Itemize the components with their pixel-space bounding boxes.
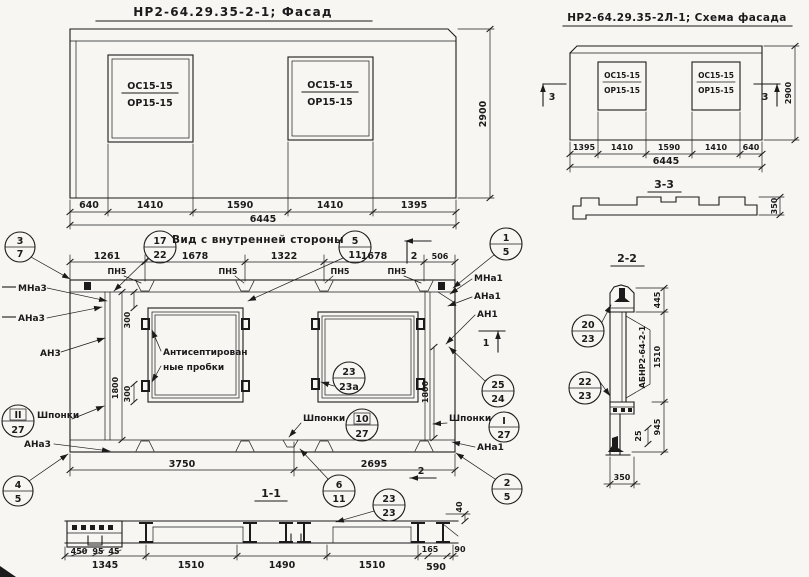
dim-165: 165: [421, 545, 439, 554]
callout-20-23: [572, 305, 611, 347]
shponki-middle: [289, 409, 378, 441]
facade-window-1: [108, 55, 193, 142]
callout-6-11-top: 6: [335, 480, 343, 491]
pn5-label-1: ПН5: [107, 267, 127, 276]
schema-dim-640: 640: [742, 143, 760, 152]
shponki-right: [433, 412, 519, 442]
callout-5-11-bottom: 11: [348, 250, 362, 261]
schema-title: НР2-64.29.35-2Л-1; Схема фасада: [567, 12, 787, 24]
inner-dim-1322: 1322: [270, 251, 298, 262]
label-ana1-bottom: АНа1: [477, 443, 504, 453]
callout-I-27-bottom: 27: [497, 430, 511, 441]
schema-dim-1395: 1395: [572, 143, 596, 152]
key-slot: [283, 440, 298, 447]
section-1-1-slabs: [153, 527, 411, 543]
inner-view: [2, 228, 522, 522]
dim-1510a: 1510: [177, 560, 205, 571]
label-mna1: МНа1: [474, 274, 503, 284]
callout-10-27-top: 10: [355, 414, 369, 425]
inner-dim-300-bottom: 300: [123, 385, 132, 403]
schema-window2-mark-top: ОС15-15: [698, 71, 734, 80]
callout-20-23-bottom: 23: [581, 334, 595, 345]
pn5-label-2: ПН5: [218, 267, 238, 276]
callout-10-27-bottom: 27: [355, 429, 369, 440]
schema-dim-1410a: 1410: [610, 143, 634, 152]
inner-marker-2-bottom-label: 2: [417, 466, 425, 477]
schema-view: [543, 12, 799, 219]
shponki-left: [2, 405, 104, 437]
callout-5-11-top: 5: [351, 236, 359, 247]
inner-section-marker-1: [479, 331, 505, 352]
inner-pn5-labels: [108, 267, 421, 283]
antiseptic-note-line2: ные пробки: [163, 363, 225, 373]
inner-view-title: Вид с внутренней стороны: [171, 234, 345, 246]
callout-3-7-top: 3: [16, 236, 24, 247]
callout-17-22-top: 17: [153, 236, 167, 247]
callout-22-23-top: 22: [578, 377, 592, 388]
section-2-2-title: 2-2: [617, 252, 637, 265]
schema-section-marker-right: [754, 84, 780, 106]
dim-90: 90: [454, 545, 466, 554]
facade-dim-640: 640: [79, 200, 99, 211]
callout-22-23: [569, 372, 610, 404]
schema-dim-1590: 1590: [657, 143, 681, 152]
inner-dim-1800-right: 1800: [421, 380, 430, 404]
label-ana1: АНа1: [474, 292, 501, 302]
callout-23-23a-top: 23: [342, 367, 356, 378]
callout-4-5-bottom: 5: [14, 494, 22, 505]
callout-I-27-top: I: [502, 416, 506, 427]
inner-window-2: [312, 312, 424, 402]
facade-dim-total: 6445: [249, 214, 277, 225]
facade-dim-1590: 1590: [226, 200, 254, 211]
callout-25-24-bottom: 24: [491, 394, 505, 405]
dim-945: 945: [653, 418, 662, 436]
inner-dim-506: 506: [431, 252, 449, 261]
inner-dim-300-top: 300: [123, 311, 132, 329]
callout-23-23-top: 23: [382, 494, 396, 505]
facade-view: [67, 5, 494, 229]
shponki-middle-label: Шпонки: [303, 414, 346, 424]
schema-section-marker-left: [543, 84, 566, 106]
section-2-2-profile: [606, 285, 650, 455]
callout-2-5-top: 2: [503, 478, 511, 489]
inner-dim-3750: 3750: [168, 459, 196, 470]
inner-marker-1-label: 1: [482, 338, 490, 349]
facade-window-2: [288, 57, 373, 140]
dim-95-struck: 95: [92, 547, 104, 556]
section-1-1-dimensions: [62, 501, 470, 573]
schema-dim-total: 6445: [652, 156, 680, 167]
callout-1-5-bottom: 5: [502, 247, 510, 258]
facade-window2-mark-top: ОС15-15: [307, 80, 353, 91]
callout-3-7-bottom: 7: [16, 249, 24, 260]
section-2-2-dimensions: [604, 285, 668, 488]
callout-1-5-top: 1: [502, 233, 510, 244]
facade-window1-mark-top: ОС15-15: [127, 81, 173, 92]
schema-window1-mark-bottom: ОР15-15: [604, 86, 640, 95]
callout-25-24: [449, 347, 514, 407]
callout-6-11-bottom: 11: [332, 494, 346, 505]
section-3-3-thickness: 350: [770, 197, 779, 215]
section-3-3-profile: [573, 197, 757, 219]
callout-23-23a-bottom: 23а: [339, 382, 359, 393]
label-mna3: МНа3: [18, 284, 47, 294]
callout-3-7: [5, 232, 70, 279]
dim-45-struck: 45: [108, 547, 120, 556]
schema-marker-right-label: 3: [761, 92, 769, 103]
shponki-left-label: Шпонки: [37, 411, 80, 421]
label-an1: АН1: [477, 310, 498, 320]
facade-window2-mark-bottom: ОР15-15: [307, 97, 353, 108]
section-3-3: [573, 178, 784, 219]
callout-6-11: [300, 449, 355, 507]
callout-17-22-bottom: 22: [153, 250, 167, 261]
antiseptic-note: [152, 330, 248, 382]
pn5-label-3: ПН5: [330, 267, 350, 276]
schema-window1-mark-top: ОС15-15: [604, 71, 640, 80]
inner-right-labels: [433, 274, 522, 504]
section-1-1-title: 1-1: [261, 487, 281, 500]
schema-window-1: [598, 62, 646, 110]
callout-4-5: [3, 454, 68, 506]
inner-panel-body: [70, 280, 455, 452]
dim-1510-v: 1510: [653, 345, 662, 369]
dim-25: 25: [634, 430, 643, 442]
callout-II-27-top: II: [14, 410, 22, 421]
facade-window1-mark-bottom: ОР15-15: [127, 98, 173, 109]
lifting-loop-left: [84, 282, 91, 290]
inner-dim-1678b: 1678: [360, 251, 388, 262]
page-fold-mark: [0, 566, 16, 577]
dim-1490: 1490: [268, 560, 296, 571]
antiseptic-note-line1: Антисептирован: [163, 348, 248, 358]
section-1-1-beams: [140, 523, 449, 543]
stamp-mark: АБНР2-64-2-1: [638, 325, 647, 389]
dim-590: 590: [426, 562, 446, 573]
schema-dim-height: 2900: [784, 81, 793, 105]
facade-dim-1410a: 1410: [136, 200, 164, 211]
label-ana3-bottom: АНа3: [24, 440, 51, 450]
label-ana3: АНа3: [18, 314, 45, 324]
facade-title: НР2-64.29.35-2-1; Фасад: [133, 5, 333, 19]
callout-20-23-top: 20: [581, 320, 595, 331]
section-3-3-title: 3-3: [654, 178, 674, 191]
dim-1345: 1345: [91, 560, 119, 571]
facade-panel-outline: [70, 29, 456, 198]
shponki-right-label: Шпонки: [449, 414, 492, 424]
dim-40: 40: [455, 501, 464, 513]
section-1-1: [62, 501, 470, 573]
schema-window2-mark-bottom: ОР15-15: [698, 86, 734, 95]
callout-4-5-top: 4: [14, 480, 22, 491]
callout-II-27-bottom: 27: [11, 425, 25, 436]
label-an3: АН3: [40, 349, 61, 359]
section-2-2: [569, 252, 668, 488]
dim-450-struck: 450: [70, 547, 88, 556]
callout-22-23-bottom: 23: [578, 391, 592, 402]
inner-dim-1678a: 1678: [181, 251, 209, 262]
inner-left-labels: [2, 284, 110, 451]
dim-350-bottom: 350: [613, 473, 631, 482]
inner-dim-1261: 1261: [93, 251, 121, 262]
inner-dim-1800-left: 1800: [111, 376, 120, 400]
callout-23-23a: [321, 362, 365, 394]
pn5-label-4: ПН5: [387, 267, 407, 276]
callout-25-24-top: 25: [491, 380, 505, 391]
inner-section-marker-2-bottom: [410, 466, 436, 478]
callout-2-5: [456, 453, 522, 504]
facade-dim-height: 2900: [478, 100, 489, 128]
dim-445: 445: [653, 291, 662, 309]
inner-bottom-dimensions: [67, 442, 459, 478]
dim-1510b: 1510: [358, 560, 386, 571]
schema-marker-left-label: 3: [548, 92, 556, 103]
inner-dim-2695: 2695: [360, 459, 388, 470]
callout-23-23-bottom: 23: [382, 508, 396, 519]
top-anchor: [614, 288, 630, 302]
callout-2-5-bottom: 5: [503, 492, 511, 503]
lifting-loop-right: [438, 282, 445, 290]
inner-marker-2-top-label: 2: [410, 251, 418, 262]
facade-dim-1395: 1395: [400, 200, 428, 211]
schema-window-2: [692, 62, 740, 110]
schema-dim-1410b: 1410: [704, 143, 728, 152]
facade-dim-1410b: 1410: [316, 200, 344, 211]
